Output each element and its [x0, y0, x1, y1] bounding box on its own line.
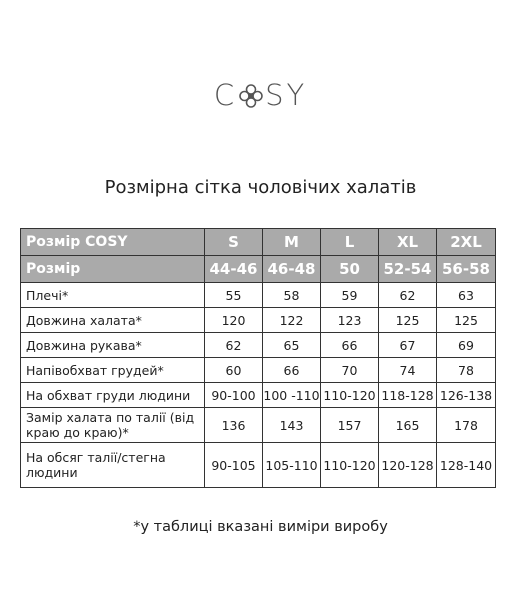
table-row — [21, 383, 496, 408]
row-label: Напівобхват грудей* — [21, 358, 205, 383]
row-label: Довжина халата* — [21, 308, 205, 333]
size-cell: 128-140 — [437, 443, 496, 488]
size-cell: 60 — [205, 358, 263, 383]
size-cell: 118-128 — [379, 383, 437, 408]
size-cell: 62 — [379, 283, 437, 308]
size-cell: 63 — [437, 283, 496, 308]
size-cell: 120 — [205, 308, 263, 333]
size-cell: 100 -110 — [263, 383, 321, 408]
size-cell: 143 — [263, 408, 321, 443]
row-label: Розмір COSY — [21, 229, 205, 256]
size-cell: 126-138 — [437, 383, 496, 408]
size-cell: 110-120 — [321, 383, 379, 408]
size-cell: 120-128 — [379, 443, 437, 488]
size-cell: 59 — [321, 283, 379, 308]
table-row — [21, 308, 496, 333]
size-cell: 52-54 — [379, 256, 437, 283]
row-label: Плечі* — [21, 283, 205, 308]
size-cell: 46-48 — [263, 256, 321, 283]
table-row — [21, 333, 496, 358]
size-cell: XL — [379, 229, 437, 256]
size-cell: 58 — [263, 283, 321, 308]
size-cell: 178 — [437, 408, 496, 443]
table-row — [21, 283, 496, 308]
size-cell: S — [205, 229, 263, 256]
size-cell: 165 — [379, 408, 437, 443]
size-cell: L — [321, 229, 379, 256]
flower-icon — [238, 83, 264, 109]
size-cell: 44-46 — [205, 256, 263, 283]
brand-logo — [0, 78, 521, 112]
row-label: Розмір — [21, 256, 205, 283]
size-cell: 90-100 — [205, 383, 263, 408]
size-cell: 125 — [437, 308, 496, 333]
table-row — [21, 408, 496, 443]
size-cell: 74 — [379, 358, 437, 383]
row-label: Довжина рукава* — [21, 333, 205, 358]
size-cell: 2XL — [437, 229, 496, 256]
size-cell: 55 — [205, 283, 263, 308]
size-cell: 122 — [263, 308, 321, 333]
size-table — [20, 228, 496, 488]
row-label: На обхват груди людини — [21, 383, 205, 408]
table-row — [21, 358, 496, 383]
brand-text-right: SY — [265, 78, 308, 112]
row-label: На обсяг талії/стегна людини — [21, 443, 205, 488]
size-cell: 50 — [321, 256, 379, 283]
size-cell: M — [263, 229, 321, 256]
table-row — [21, 443, 496, 488]
size-cell: 65 — [263, 333, 321, 358]
size-cell: 125 — [379, 308, 437, 333]
size-cell: 56-58 — [437, 256, 496, 283]
size-cell: 67 — [379, 333, 437, 358]
size-cell: 105-110 — [263, 443, 321, 488]
size-cell: 66 — [263, 358, 321, 383]
size-cell: 70 — [321, 358, 379, 383]
page-title: Розмірна сітка чоловічих халатів — [104, 177, 417, 198]
size-cell: 66 — [321, 333, 379, 358]
footnote: *у таблиці вказані виміри виробу — [133, 519, 388, 535]
size-cell: 157 — [321, 408, 379, 443]
size-cell: 136 — [205, 408, 263, 443]
row-label: Замір халата по талії (від краю до краю)* — [21, 408, 205, 443]
header-row — [21, 256, 496, 283]
size-cell: 90-105 — [205, 443, 263, 488]
size-cell: 69 — [437, 333, 496, 358]
size-cell: 78 — [437, 358, 496, 383]
brand-text-left: C — [213, 78, 238, 112]
size-cell: 110-120 — [321, 443, 379, 488]
size-cell: 62 — [205, 333, 263, 358]
header-row — [21, 229, 496, 256]
size-cell: 123 — [321, 308, 379, 333]
